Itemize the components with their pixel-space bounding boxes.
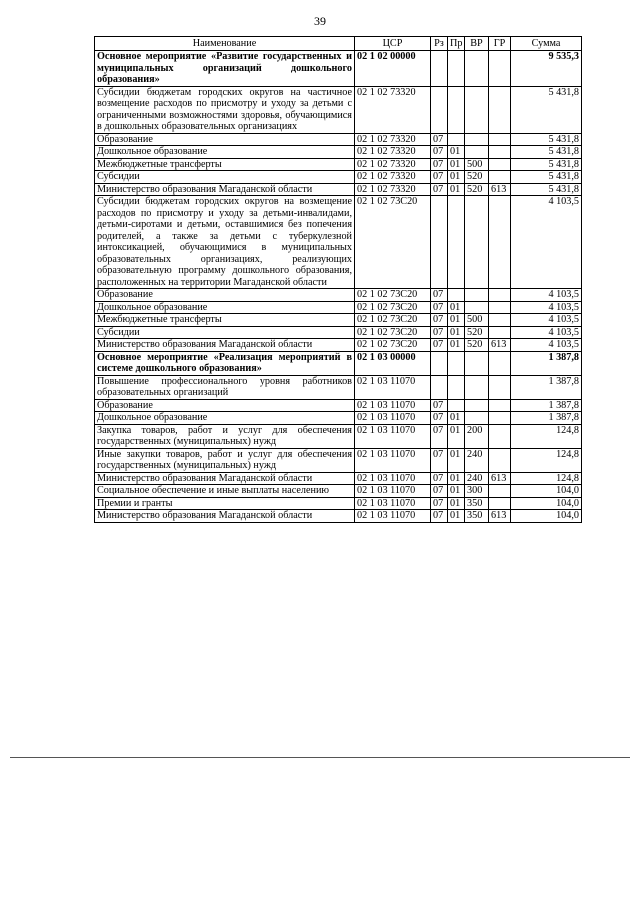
cell-rz: 07 (431, 146, 448, 159)
cell-sum: 1 387,8 (511, 351, 582, 375)
cell-pr (448, 196, 465, 289)
cell-vr (465, 375, 489, 399)
table-row (95, 497, 582, 510)
cell-gr (489, 51, 511, 87)
cell-pr: 01 (448, 158, 465, 171)
cell-pr: 01 (448, 448, 465, 472)
cell-pr (448, 351, 465, 375)
cell-rz: 07 (431, 183, 448, 196)
cell-gr: 613 (489, 183, 511, 196)
cell-name: Основное мероприятие «Развитие государственных и муниципальных организаций дошкольного образования» (95, 51, 355, 87)
cell-name: Субсидии (95, 171, 355, 184)
cell-gr (489, 171, 511, 184)
cell-sum: 5 431,8 (511, 86, 582, 133)
cell-sum: 4 103,5 (511, 301, 582, 314)
cell-name: Межбюджетные трансферты (95, 158, 355, 171)
cell-pr: 01 (448, 510, 465, 523)
table-row (95, 412, 582, 425)
cell-csr: 02 1 02 73320 (355, 86, 431, 133)
cell-name: Дошкольное образование (95, 146, 355, 159)
cell-rz: 07 (431, 158, 448, 171)
cell-pr (448, 86, 465, 133)
cell-csr: 02 1 02 73320 (355, 183, 431, 196)
cell-vr (465, 196, 489, 289)
cell-csr: 02 1 03 11070 (355, 399, 431, 412)
cell-pr: 01 (448, 485, 465, 498)
cell-vr: 520 (465, 183, 489, 196)
table-row (95, 183, 582, 196)
header-gr: ГР (489, 37, 511, 51)
cell-csr: 02 1 02 73320 (355, 146, 431, 159)
table-row (95, 86, 582, 133)
cell-gr: 613 (489, 472, 511, 485)
cell-vr: 500 (465, 314, 489, 327)
cell-rz (431, 375, 448, 399)
header-name: Наименование (95, 37, 355, 51)
cell-vr (465, 399, 489, 412)
cell-sum: 5 431,8 (511, 183, 582, 196)
cell-name: Субсидии бюджетам городских округов на частичное возмещение расходов по присмотру и уходу за детьми с ограниченными возможностями здоровья, обучающимися в дошкольных образовательных организациях (95, 86, 355, 133)
cell-gr (489, 485, 511, 498)
cell-vr: 350 (465, 497, 489, 510)
cell-pr: 01 (448, 326, 465, 339)
cell-gr (489, 375, 511, 399)
cell-vr: 520 (465, 326, 489, 339)
cell-pr (448, 51, 465, 87)
cell-pr: 01 (448, 171, 465, 184)
cell-rz: 07 (431, 339, 448, 352)
cell-sum: 5 431,8 (511, 171, 582, 184)
cell-vr (465, 86, 489, 133)
table-row (95, 171, 582, 184)
cell-rz: 07 (431, 133, 448, 146)
cell-sum: 4 103,5 (511, 326, 582, 339)
cell-csr: 02 1 03 11070 (355, 485, 431, 498)
cell-sum: 104,0 (511, 497, 582, 510)
cell-rz: 07 (431, 485, 448, 498)
cell-name: Министерство образования Магаданской области (95, 472, 355, 485)
cell-pr (448, 399, 465, 412)
cell-csr: 02 1 02 73С20 (355, 301, 431, 314)
cell-name: Образование (95, 133, 355, 146)
cell-sum: 124,8 (511, 472, 582, 485)
cell-gr (489, 158, 511, 171)
cell-csr: 02 1 02 73320 (355, 133, 431, 146)
table-row (95, 196, 582, 289)
cell-sum: 4 103,5 (511, 339, 582, 352)
cell-rz (431, 51, 448, 87)
cell-csr: 02 1 03 11070 (355, 497, 431, 510)
cell-name: Министерство образования Магаданской области (95, 339, 355, 352)
table-row (95, 326, 582, 339)
cell-gr (489, 448, 511, 472)
cell-vr (465, 133, 489, 146)
table-row (95, 510, 582, 523)
table-row (95, 158, 582, 171)
cell-csr: 02 1 03 11070 (355, 448, 431, 472)
cell-vr: 500 (465, 158, 489, 171)
cell-rz (431, 86, 448, 133)
cell-gr (489, 351, 511, 375)
header-row (95, 37, 582, 51)
cell-vr: 240 (465, 448, 489, 472)
cell-sum: 104,0 (511, 510, 582, 523)
cell-rz: 07 (431, 326, 448, 339)
cell-rz: 07 (431, 399, 448, 412)
cell-name: Повышение профессионального уровня работников образовательных организаций (95, 375, 355, 399)
cell-csr: 02 1 03 11070 (355, 472, 431, 485)
cell-csr: 02 1 02 73320 (355, 158, 431, 171)
cell-gr: 613 (489, 510, 511, 523)
cell-csr: 02 1 03 11070 (355, 375, 431, 399)
table-row (95, 133, 582, 146)
table-row (95, 399, 582, 412)
cell-sum: 1 387,8 (511, 412, 582, 425)
cell-gr (489, 424, 511, 448)
cell-sum: 5 431,8 (511, 133, 582, 146)
table-row (95, 424, 582, 448)
cell-sum: 1 387,8 (511, 399, 582, 412)
cell-gr (489, 289, 511, 302)
cell-name: Социальное обеспечение и иные выплаты населению (95, 485, 355, 498)
cell-name: Субсидии (95, 326, 355, 339)
table-row (95, 301, 582, 314)
cell-pr (448, 375, 465, 399)
table-row (95, 485, 582, 498)
cell-sum: 5 431,8 (511, 158, 582, 171)
cell-pr (448, 289, 465, 302)
cell-pr: 01 (448, 497, 465, 510)
cell-gr (489, 86, 511, 133)
cell-pr (448, 133, 465, 146)
cell-pr: 01 (448, 339, 465, 352)
cell-pr: 01 (448, 301, 465, 314)
cell-pr: 01 (448, 472, 465, 485)
table-row (95, 146, 582, 159)
cell-sum: 4 103,5 (511, 314, 582, 327)
cell-pr: 01 (448, 314, 465, 327)
cell-csr: 02 1 02 73320 (355, 171, 431, 184)
page-number: 39 (314, 14, 326, 28)
table-row (95, 375, 582, 399)
cell-sum: 1 387,8 (511, 375, 582, 399)
cell-gr (489, 146, 511, 159)
cell-vr (465, 51, 489, 87)
cell-rz: 07 (431, 171, 448, 184)
cell-pr: 01 (448, 183, 465, 196)
table-row (95, 448, 582, 472)
header-rz: Рз (431, 37, 448, 51)
cell-rz: 07 (431, 289, 448, 302)
cell-name: Дошкольное образование (95, 301, 355, 314)
table-row (95, 314, 582, 327)
cell-pr: 01 (448, 146, 465, 159)
cell-rz (431, 351, 448, 375)
cell-rz: 07 (431, 301, 448, 314)
cell-sum: 104,0 (511, 485, 582, 498)
cell-vr: 300 (465, 485, 489, 498)
cell-csr: 02 1 02 73С20 (355, 196, 431, 289)
cell-vr (465, 146, 489, 159)
table-row (95, 351, 582, 375)
cell-pr: 01 (448, 424, 465, 448)
cell-gr (489, 196, 511, 289)
cell-gr (489, 412, 511, 425)
cell-rz: 07 (431, 412, 448, 425)
cell-name: Министерство образования Магаданской области (95, 183, 355, 196)
cell-name: Межбюджетные трансферты (95, 314, 355, 327)
cell-csr: 02 1 02 73С20 (355, 289, 431, 302)
cell-rz: 07 (431, 448, 448, 472)
cell-name: Иные закупки товаров, работ и услуг для обеспечения государственных (муниципальных) нужд (95, 448, 355, 472)
table-row (95, 51, 582, 87)
cell-rz: 07 (431, 424, 448, 448)
cell-csr: 02 1 03 11070 (355, 424, 431, 448)
cell-rz: 07 (431, 510, 448, 523)
cell-gr (489, 326, 511, 339)
table-row (95, 339, 582, 352)
page-divider (10, 757, 630, 758)
cell-sum: 124,8 (511, 424, 582, 448)
cell-csr: 02 1 02 73С20 (355, 326, 431, 339)
cell-vr: 350 (465, 510, 489, 523)
table-row (95, 472, 582, 485)
cell-gr (489, 314, 511, 327)
cell-sum: 4 103,5 (511, 289, 582, 302)
cell-csr: 02 1 02 00000 (355, 51, 431, 87)
cell-csr: 02 1 03 11070 (355, 412, 431, 425)
table-row (95, 289, 582, 302)
cell-name: Основное мероприятие «Реализация мероприятий в системе дошкольного образования» (95, 351, 355, 375)
cell-gr (489, 133, 511, 146)
cell-name: Министерство образования Магаданской области (95, 510, 355, 523)
cell-name: Субсидии бюджетам городских округов на возмещение расходов по присмотру и уходу за детьми-инвалидами, детьми-сиротами и детьми, оставшимися без попечения родителей, а также за детьми с туберкулезной интоксикацией, обучающимися в муниципальных образовательных организациях, реализующих образовательную программу дошкольного образования, расположенных на территории Магаданской области (95, 196, 355, 289)
header-sum: Сумма (511, 37, 582, 51)
cell-vr (465, 301, 489, 314)
cell-name: Премии и гранты (95, 497, 355, 510)
header-csr: ЦСР (355, 37, 431, 51)
cell-pr: 01 (448, 412, 465, 425)
cell-gr (489, 301, 511, 314)
cell-rz: 07 (431, 472, 448, 485)
cell-name: Закупка товаров, работ и услуг для обеспечения государственных (муниципальных) нужд (95, 424, 355, 448)
cell-vr (465, 289, 489, 302)
cell-csr: 02 1 02 73С20 (355, 314, 431, 327)
cell-vr: 520 (465, 171, 489, 184)
cell-vr: 240 (465, 472, 489, 485)
cell-csr: 02 1 03 00000 (355, 351, 431, 375)
cell-vr (465, 351, 489, 375)
cell-csr: 02 1 02 73С20 (355, 339, 431, 352)
cell-sum: 4 103,5 (511, 196, 582, 289)
cell-name: Образование (95, 289, 355, 302)
cell-sum: 124,8 (511, 448, 582, 472)
cell-vr: 200 (465, 424, 489, 448)
cell-name: Образование (95, 399, 355, 412)
cell-sum: 9 535,3 (511, 51, 582, 87)
cell-csr: 02 1 03 11070 (355, 510, 431, 523)
budget-table (94, 36, 582, 523)
cell-name: Дошкольное образование (95, 412, 355, 425)
cell-gr (489, 497, 511, 510)
header-pr: Пр (448, 37, 465, 51)
cell-gr (489, 399, 511, 412)
cell-vr: 520 (465, 339, 489, 352)
header-vr: ВР (465, 37, 489, 51)
cell-rz: 07 (431, 497, 448, 510)
cell-sum: 5 431,8 (511, 146, 582, 159)
cell-vr (465, 412, 489, 425)
cell-rz (431, 196, 448, 289)
cell-gr: 613 (489, 339, 511, 352)
cell-rz: 07 (431, 314, 448, 327)
